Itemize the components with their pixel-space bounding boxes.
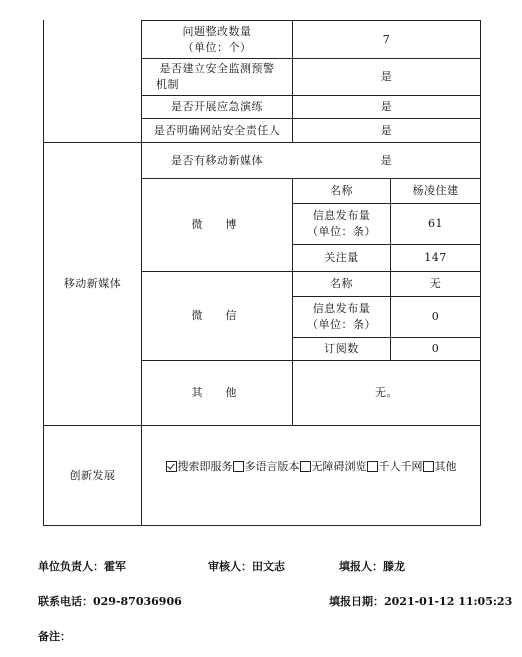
notes: 备注： [38,630,71,643]
wechat-posts-label: 信息发布量 （单位：条） [307,302,376,331]
has-mobile-media-label: 是否有移动新媒体 [171,153,263,167]
innovation-section-label: 创新发展 [69,468,116,482]
weibo-followers-value: 147 [424,251,447,264]
innovation-option[interactable] [166,459,233,475]
innovation-option-label: 搜索即服务 [177,459,233,473]
responsible-person: 单位负责人：霍军 [38,560,126,573]
weibo-followers-label: 关注量 [324,251,359,264]
innovation-option[interactable] [300,459,367,475]
other-media-value: 无。 [375,386,398,399]
monitoring-warning-label: 是否建立安全监测预警 机制 [156,62,275,91]
innovation-options [142,426,480,525]
wechat-label: 微 信 [191,309,243,322]
weibo-name-value: 杨凌住建 [412,184,459,197]
checkbox-empty-icon[interactable] [367,461,378,472]
security-person-label: 是否明确网站安全责任人 [153,123,281,137]
innovation-option-label: 千人千网 [378,459,423,473]
wechat-subscribers-label: 订阅数 [324,342,359,355]
rectification-count-label: 问题整改数量 （单位：个） [182,24,252,54]
wechat-name-value: 无 [429,277,442,290]
innovation-option[interactable] [367,459,423,475]
innovation-option[interactable] [233,459,300,475]
emergency-drill-value: 是 [380,100,393,113]
checkbox-empty-icon[interactable] [423,461,434,472]
security-person-value: 是 [380,123,393,137]
checkbox-empty-icon[interactable] [300,461,311,472]
weibo-label: 微 博 [191,218,243,231]
emergency-drill-label: 是否开展应急演练 [171,100,263,113]
weibo-posts-value: 61 [428,217,443,230]
monitoring-warning-value: 是 [380,70,393,83]
innovation-option-label: 无障碍浏览 [311,459,367,473]
checkbox-empty-icon[interactable] [233,461,244,472]
filler: 填报人：滕龙 [339,560,405,573]
reviewer: 审核人：田文志 [208,560,285,573]
checkbox-checked-icon[interactable] [166,461,177,472]
contact-phone: 联系电话：029-87036906 [38,595,182,608]
innovation-option[interactable] [423,459,457,475]
fill-date: 填报日期：2021-01-12 11:05:23 [329,595,513,608]
weibo-name-label: 名称 [330,184,353,197]
innovation-option-label: 其他 [434,459,457,473]
other-media-label: 其 他 [191,386,243,399]
wechat-posts-value: 0 [431,310,440,323]
wechat-subscribers-value: 0 [431,342,440,355]
innovation-option-label: 多语言版本 [244,459,300,473]
mobile-media-section-label: 移动新媒体 [63,277,122,290]
weibo-posts-label: 信息发布量 （单位：条） [307,209,376,238]
wechat-name-label: 名称 [330,277,353,290]
rectification-count-value: 7 [382,32,391,46]
has-mobile-media-value: 是 [380,153,393,167]
